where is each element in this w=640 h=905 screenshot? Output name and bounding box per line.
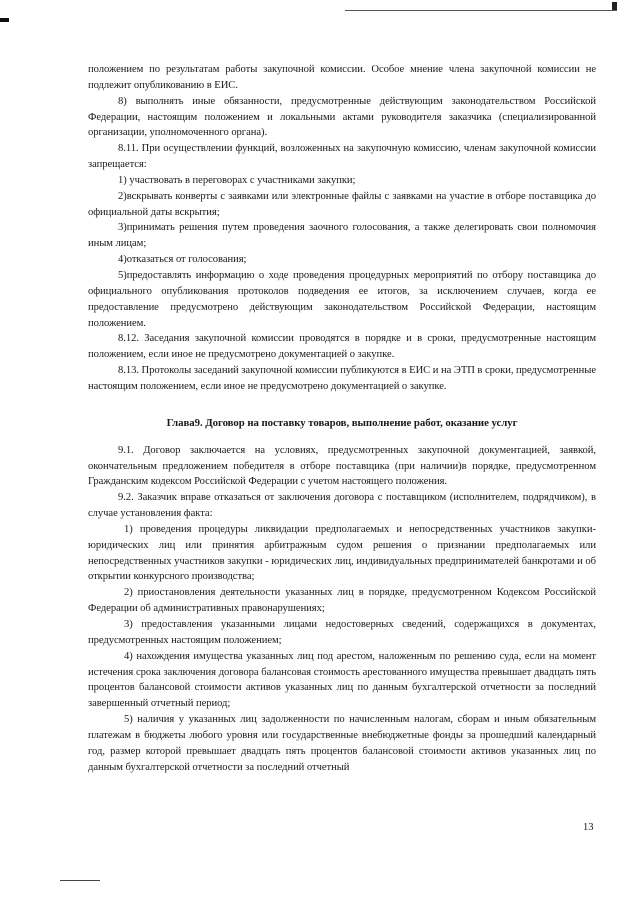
paragraph: 9.2. Заказчик вправе отказаться от заключения договора с поставщиком (исполнителем, подрядчиком), в случае установления факта: (88, 492, 596, 520)
paragraph: 1) участвовать в переговорах с участниками закупки; (118, 174, 356, 186)
chapter-heading: Глава9. Договор на поставку товаров, выполнение работ, оказание услуг (166, 416, 518, 429)
paragraph: 4)отказаться от голосования; (118, 254, 247, 266)
chapter-9-body (88, 443, 596, 776)
paragraph: 3)принимать решения путем проведения заочного голосования, а также делегировать свои полномочия иным лицам; (88, 222, 596, 250)
paragraph: 4) нахождения имущества указанных лиц под арестом, наложенным по решению суда, если на момент истечения срока заключения договора балансовая стоимость арестованного имущества превышает двадцать пять процентов балансовой стоимости активов указанных лиц по данным бухгалтерской отчетности за последний завершенный отчетный период; (88, 650, 596, 710)
top-rule (345, 10, 617, 11)
paragraph: 8) выполнять иные обязанности, предусмотренные действующим законодательством Российской Федерации, настоящим положением и локальными актами руководителя заказчика (специализированной организации, уполномоченного органа). (88, 95, 596, 139)
paragraph: положением по результатам работы закупочной комиссии. Особое мнение члена закупочной комиссии не подлежит опубликованию в ЕИС. (88, 64, 596, 91)
paragraph: 5)предоставлять информацию о ходе проведения процедурных мероприятий по отбору поставщика до официального опубликования протоколов подведения ее итогов, за исключением случаев, когда ее предоставление предусмотрено действующим законодательством Российской Федерации, настоящим положением. (88, 269, 596, 329)
left-margin-mark (0, 18, 9, 22)
paragraph: 1) проведения процедуры ликвидации предполагаемых и непосредственных участников закупки- юридических лиц или принятия арбитражным судом решения о признании предполагаемых или непосредственных участников закупки - юридических лиц, индивидуальных предпринимателей банкротами и об открытии конкурсного производства; (88, 523, 596, 583)
paragraph: 8.13. Протоколы заседаний закупочной комиссии публикуются в ЕИС и на ЭТП в сроки, предусмотренные настоящим положением, если иное не предусмотрено документацией о закупке. (88, 365, 596, 392)
paragraph: 8.11. При осуществлении функций, возложенных на закупочную комиссию, членам закупочной комиссии запрещается: (88, 143, 596, 171)
page-number: 13 (583, 822, 594, 833)
paragraph: 5) наличия у указанных лиц задолженности по начисленным налогам, сборам и иным обязательным платежам в бюджеты любого уровня или государственные внебюджетные фонды за прошедший календарный год, размер которой превышает двадцать пять процентов балансовой стоимости активов указанных лиц по данным бухгалтерской отчетности за последний отчетный (88, 714, 596, 773)
footer-rule (60, 880, 100, 881)
paragraph: 9.1. Договор заключается на условиях, предусмотренных закупочной документацией, заявкой, окончательным предложением победителя в отборе поставщика (при наличии)в порядке, предусмотренном Гражданским кодексом Российской Федерации с учетом настоящего положения. (88, 444, 596, 488)
section-8-continuation (88, 62, 596, 395)
paragraph: 2) приостановления деятельности указанных лиц в порядке, предусмотренном Кодексом Российской Федерации об административных правонарушениях; (88, 587, 596, 615)
paragraph: 3) предоставления указанными лицами недостоверных сведений, содержащихся в документах, предусмотренных настоящим положением; (88, 619, 596, 646)
document-body (88, 62, 596, 775)
paragraph: 8.12. Заседания закупочной комиссии проводятся в порядке и в сроки, предусмотренные настоящим положением, если иное не предусмотрено документацией о закупке. (88, 333, 596, 361)
corner-mark (612, 2, 617, 10)
paragraph: 2)вскрывать конверты с заявками или электронные файлы с заявками на участие в отборе поставщика до официальной даты вскрытия; (88, 190, 596, 218)
